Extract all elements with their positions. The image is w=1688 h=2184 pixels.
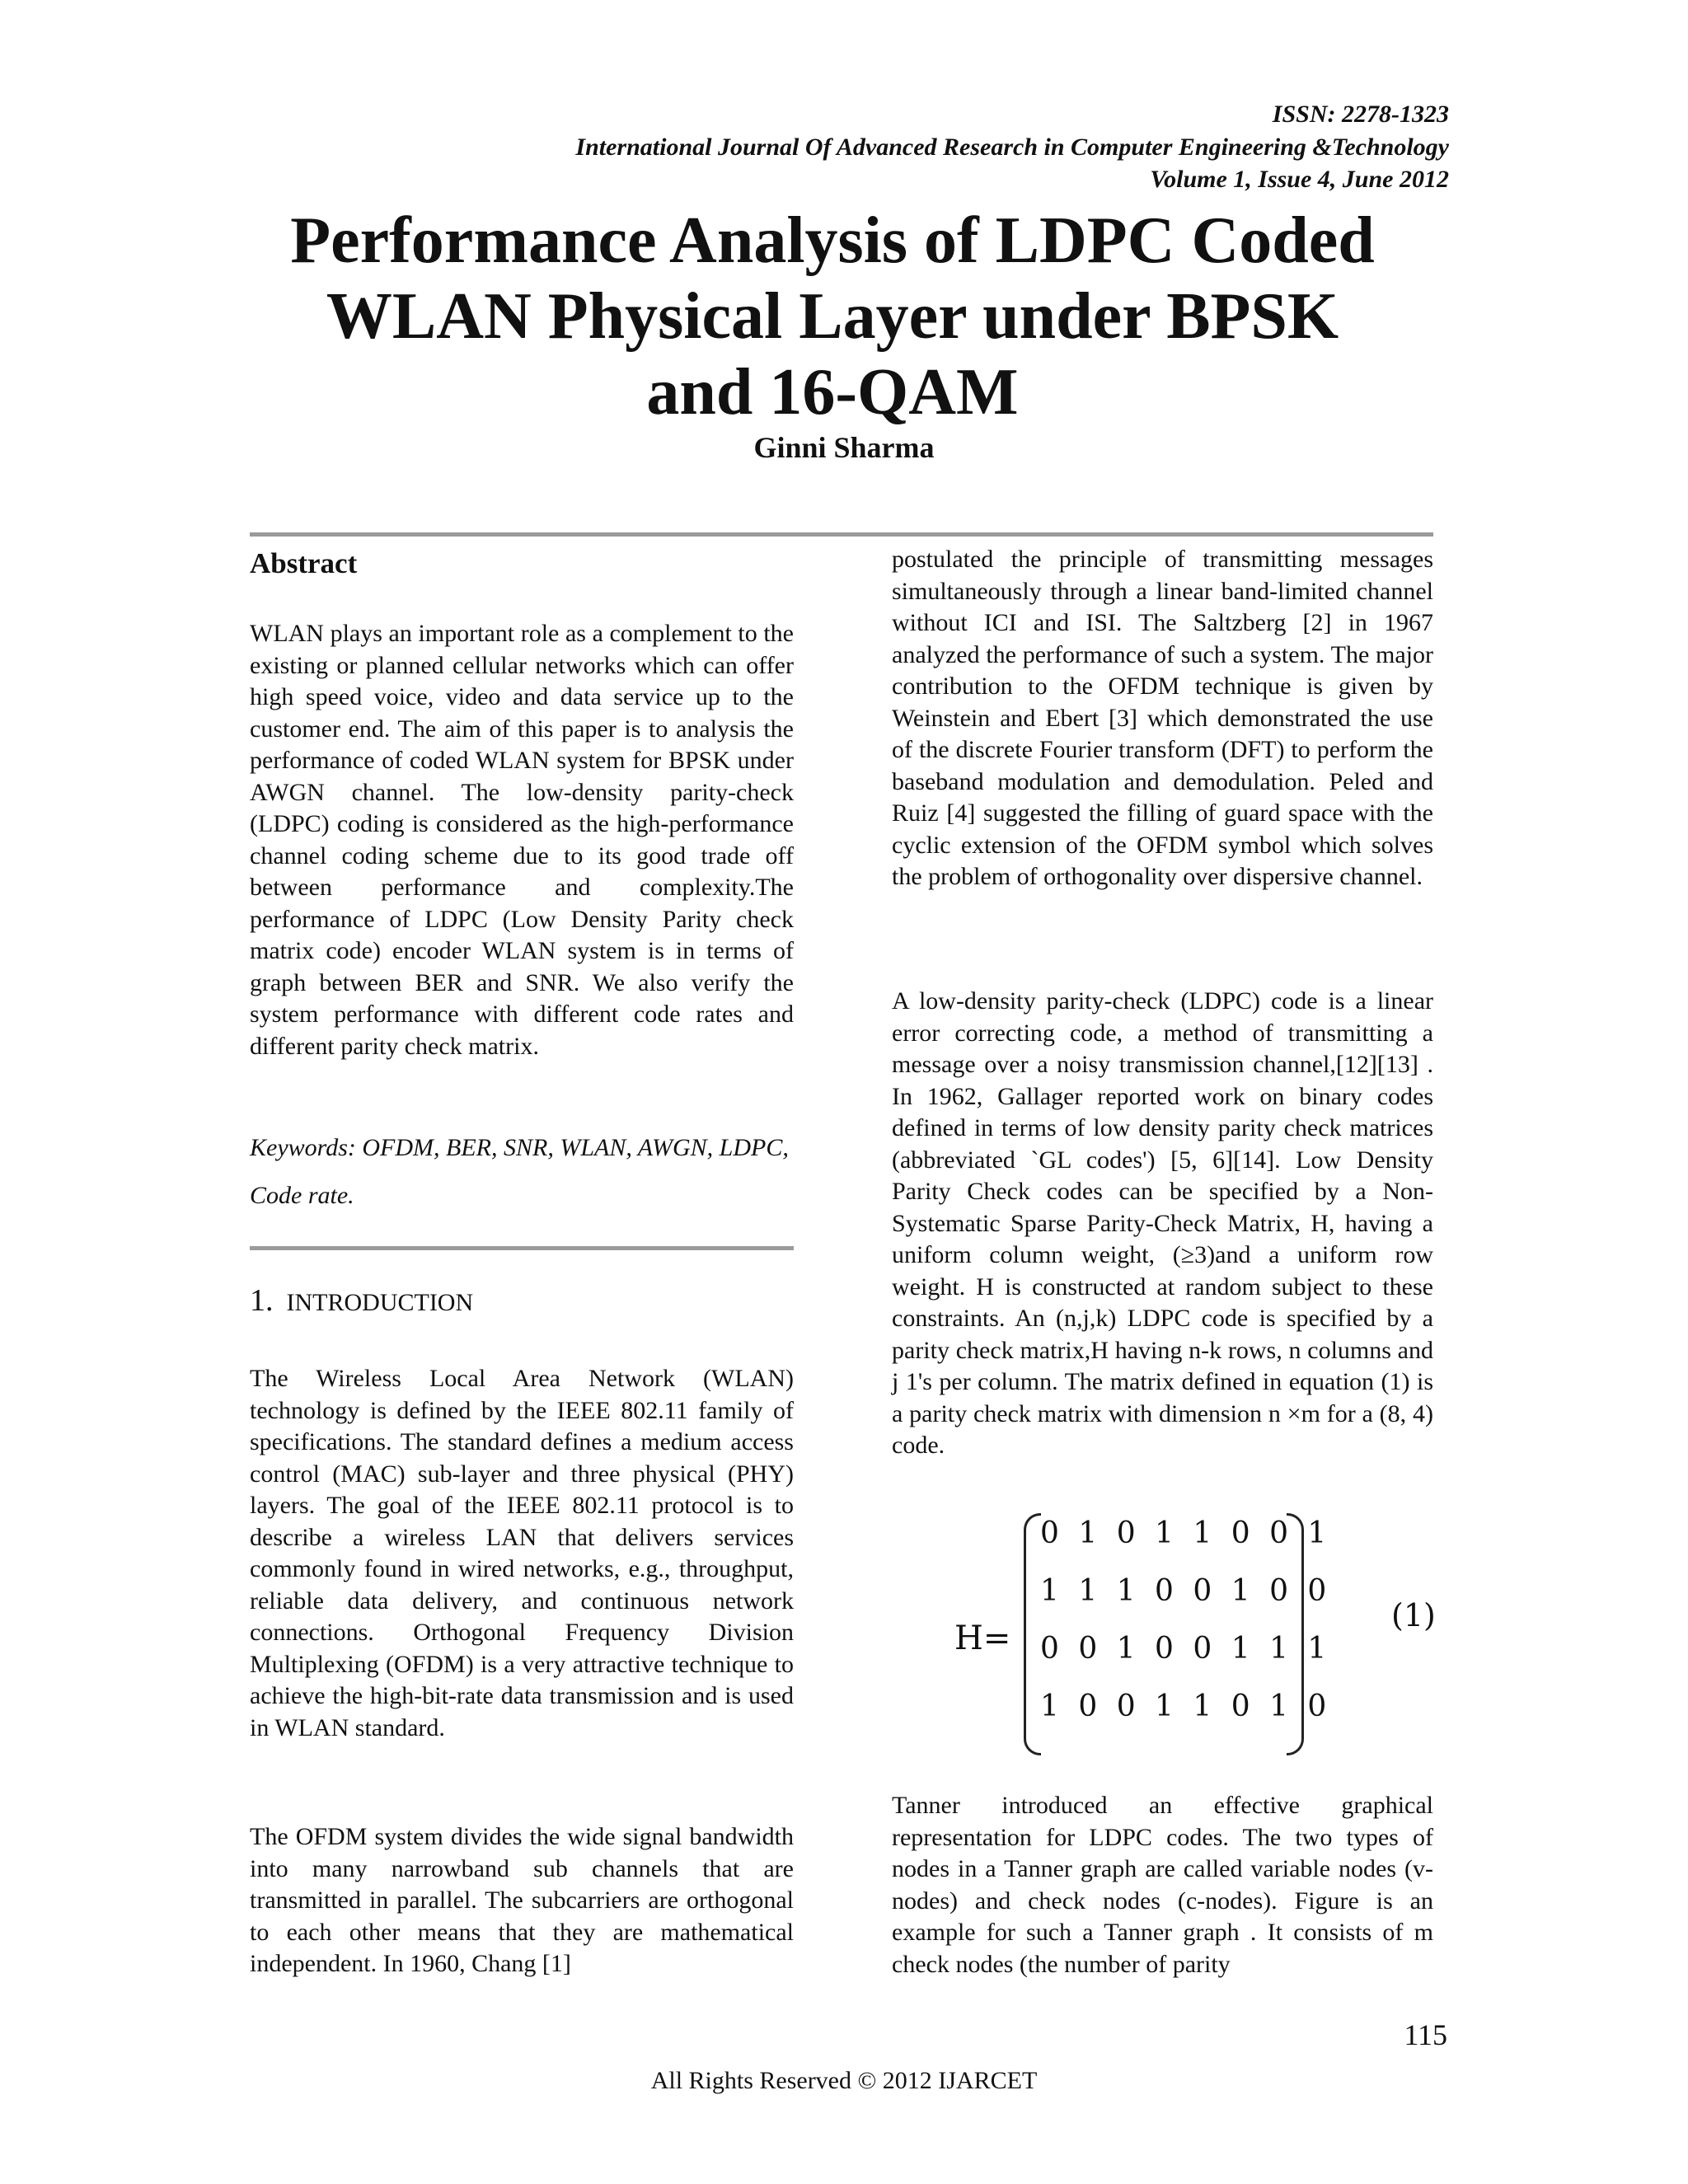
title-line-2: WLAN Physical Layer under BPSK bbox=[326, 280, 1339, 353]
page-number: 115 bbox=[1404, 2018, 1447, 2051]
right-p2-text: A low-density parity-check (LDPC) code is a linear error correcting code, a method of transmitting a message over a noisy transmission channel,[12][13] . In 1962, Gallager reported work on binary codes defined in terms of low density parity check matrices (abbreviated `GL codes') [5, 6][14]. Low Density Parity Check codes can be specified by a Non-Systematic Sparse Parity-Check Matrix, H, having a uniform column weight, (≥3)and a uniform row weight. H is constructed at random subject to these constraints. An (n,j,k) LDPC code is specified by a parity check matrix,H having n-k rows, n columns and j 1's per column. The matrix defined in equation (1) is a parity check matrix with dimension n ×m for a (8, 4) code. bbox=[892, 987, 1433, 1459]
journal-name: International Journal Of Advanced Research in Computer Engineering &Technology bbox=[575, 134, 1449, 161]
title-line-3: and 16-QAM bbox=[646, 356, 1019, 429]
abstract-body bbox=[250, 618, 794, 1062]
right-p3-text: Tanner introduced an effective graphical representation for LDPC codes. The two types of nodes in a Tanner graph are called variable nodes (v-nodes) and check nodes (c-nodes). Figure is an example for such a Tanner graph . It consists of m check nodes (the number of parity bbox=[892, 1792, 1433, 1978]
top-rule bbox=[250, 532, 1433, 537]
abstract-rule bbox=[250, 1246, 794, 1250]
section-title: INTRODUCTION bbox=[286, 1289, 474, 1316]
intro-heading bbox=[250, 1282, 473, 1319]
intro-paragraph-1 bbox=[250, 1363, 794, 1744]
intro-p2-text: The OFDM system divides the wide signal bandwidth into many narrowband sub channels that are transmitted in parallel. The subcarriers are orthogonal to each other means that they are mathematical independent. In 1960, Chang [1] bbox=[250, 1823, 794, 1977]
title-line-1: Performance Analysis of LDPC Coded bbox=[290, 204, 1375, 277]
right-paragraph-1 bbox=[892, 544, 1433, 893]
intro-paragraph-2 bbox=[250, 1821, 794, 1980]
right-p1-text: postulated the principle of transmitting messages simultaneously through a linear band-limited channel without ICI and ISI. The Saltzberg [2] in 1967 analyzed the performance of such a system. The major contribution to the OFDM technique is given by Weinstein and Ebert [3] which demonstrated the use of the discrete Fourier transform (DFT) to perform the baseband modulation and demodulation. Peled and Ruiz [4] suggested the filling of guard space with the cyclic extension of the OFDM symbol which solves the problem of orthogonality over dispersive channel. bbox=[892, 546, 1433, 890]
section-number: 1. bbox=[250, 1283, 274, 1318]
equation-number: (1) bbox=[1391, 1597, 1436, 1633]
matrix-row-2: 1 1 1 0 0 1 0 0 bbox=[1040, 1574, 1332, 1608]
author: Ginni Sharma bbox=[753, 431, 935, 464]
equation-1 bbox=[948, 1508, 1436, 1772]
page-title bbox=[239, 203, 1426, 430]
matrix-label: H= bbox=[954, 1619, 1011, 1657]
footer-copyright: All Rights Reserved © 2012 IJARCET bbox=[650, 2067, 1038, 2094]
matrix-row-1: 0 1 0 1 1 0 0 1 bbox=[1040, 1516, 1332, 1550]
abstract-heading: Abstract bbox=[250, 547, 358, 579]
right-paragraph-3 bbox=[892, 1790, 1433, 1980]
volume-issue: Volume 1, Issue 4, June 2012 bbox=[1150, 166, 1449, 193]
right-bracket bbox=[1287, 1513, 1304, 1755]
left-bracket bbox=[1024, 1513, 1041, 1755]
matrix-row-4: 1 0 0 1 1 0 1 0 bbox=[1040, 1690, 1332, 1723]
keywords: Keywords: OFDM, BER, SNR, WLAN, AWGN, LDPC, Code rate. bbox=[250, 1134, 789, 1209]
matrix-row-3: 0 0 1 0 0 1 1 1 bbox=[1040, 1632, 1332, 1666]
issn: ISSN: 2278-1323 bbox=[1272, 101, 1449, 128]
intro-p1-text: The Wireless Local Area Network (WLAN) technology is defined by the IEEE 802.11 family of specifications. The standard defines a medium access control (MAC) sub-layer and three physical (PHY) layers. The goal of the IEEE 802.11 protocol is to describe a wireless LAN that delivers services commonly found in wired networks, e.g., throughput, reliable data delivery, and continuous network connections. Orthogonal Frequency Division Multiplexing (OFDM) is a very attractive technique to achieve the high-bit-rate data transmission and is used in WLAN standard. bbox=[250, 1365, 794, 1741]
abstract-text: WLAN plays an important role as a complement to the existing or planned cellular networks which can offer high speed voice, video and data service up to the customer end. The aim of this paper is to analysis the performance of coded WLAN system for BPSK under AWGN channel. The low-density parity-check (LDPC) coding is considered as the high-performance channel coding scheme due to its good trade off between performance and complexity.The performance of LDPC (Low Density Parity check matrix code) encoder WLAN system is in terms of graph between BER and SNR. We also verify the system performance with different code rates and different parity check matrix. bbox=[250, 620, 794, 1060]
right-paragraph-2 bbox=[892, 986, 1433, 1462]
parity-check-matrix bbox=[1024, 1508, 1332, 1755]
